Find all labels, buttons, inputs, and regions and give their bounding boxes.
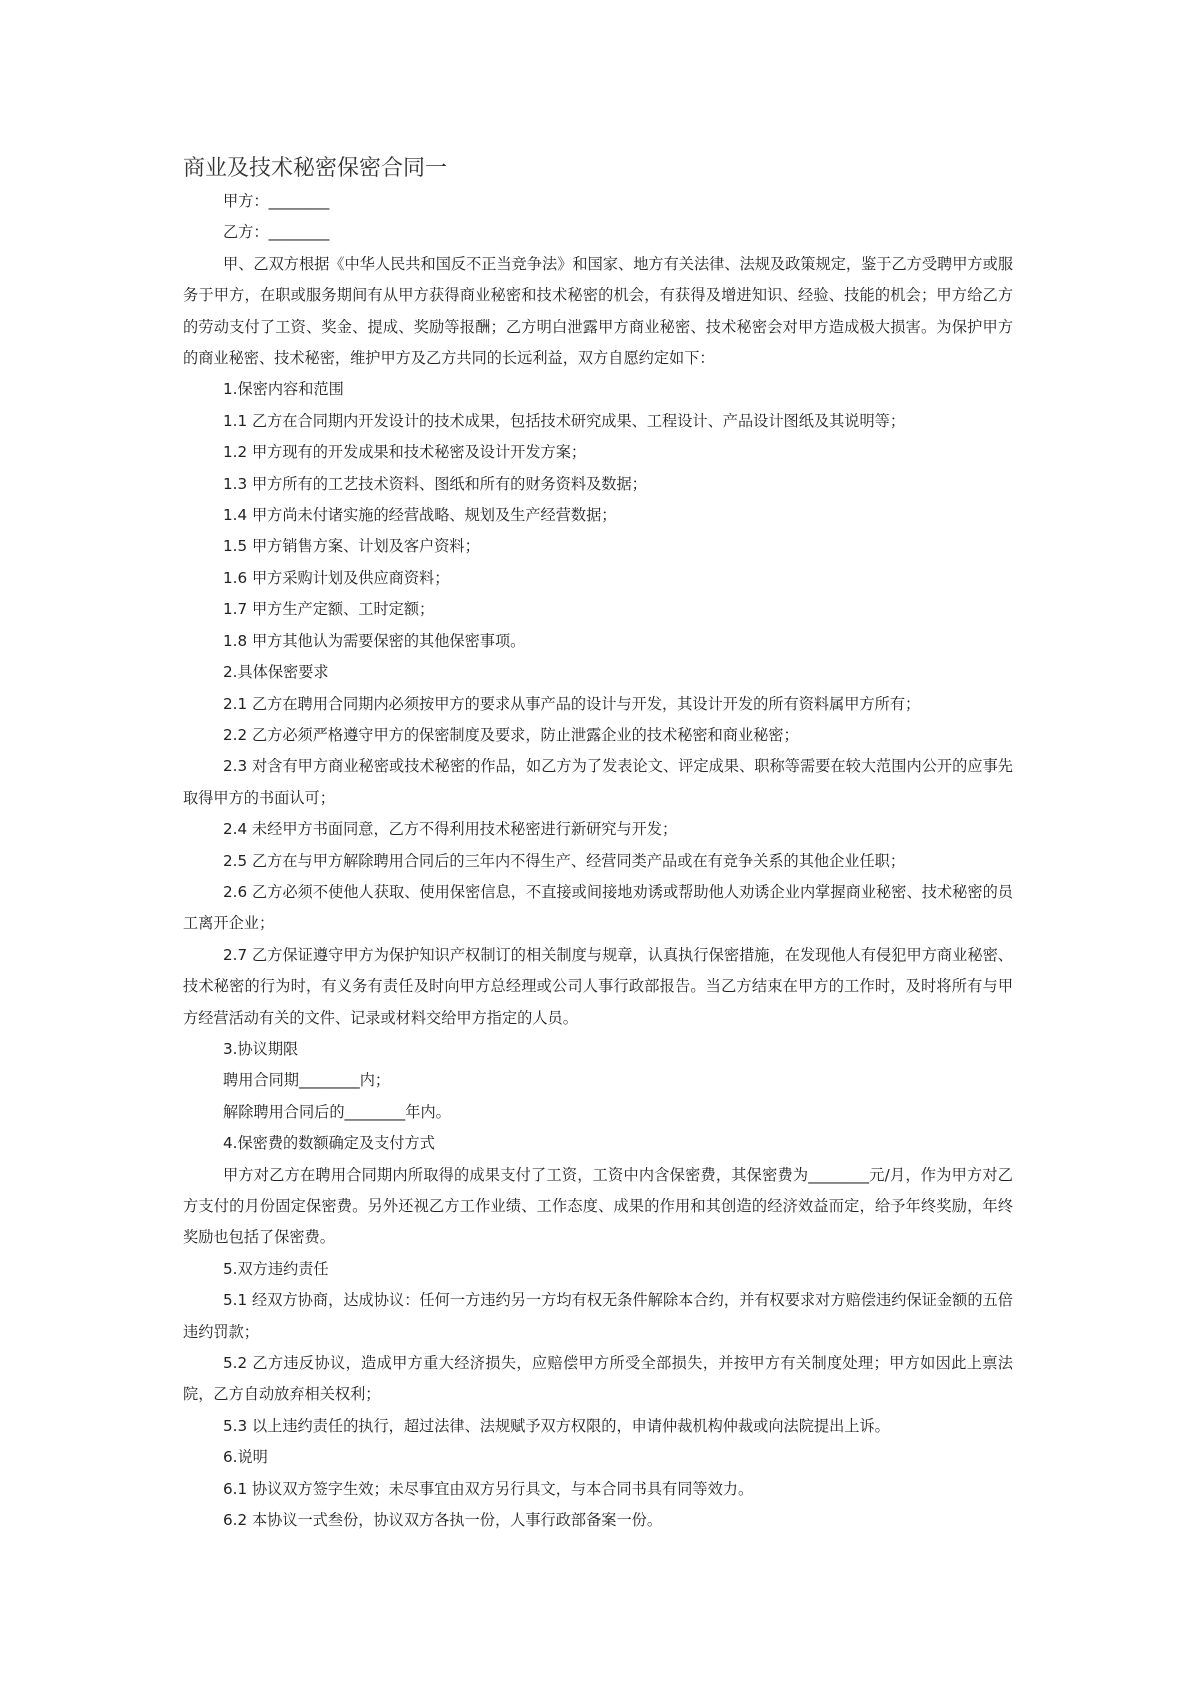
paragraph: 5.1 经双方协商，达成协议：任何一方违约另一方均有权无条件解除本合约，并有权要求对方赔偿违约保证金额的五倍违约罚款； bbox=[183, 1291, 1013, 1341]
paragraph: 乙方：________ bbox=[223, 223, 330, 242]
paragraph: 1.8 甲方其他认为需要保密的其他保密事项。 bbox=[223, 631, 526, 650]
paragraph: 解除聘用合同后的________年内。 bbox=[223, 1102, 451, 1121]
paragraph: 1.7 甲方生产定额、工时定额； bbox=[223, 600, 435, 619]
paragraph: 甲、乙双方根据《中华人民共和国反不正当竞争法》和国家、地方有关法律、法规及政策规定，鉴于乙方受聘甲方或服务于甲方，在职或服务期间有从甲方获得商业秘密和技术秘密的机会，有获得及增进知识、经验、技能的机会；甲方给乙方的劳动支付了工资、奖金、提成、奖励等报酬；乙方明白泄露甲方商业秘密、技术秘密会对甲方造成极大损害。为保护甲方的商业秘密、技术秘密，维护甲方及乙方共同的长远利益，双方自愿约定如下： bbox=[183, 254, 1013, 368]
document-title: 商业及技术秘密保密合同一 bbox=[183, 156, 448, 181]
paragraph: 甲方对乙方在聘用合同期内所取得的成果支付了工资，工资中内含保密费，其保密费为________元/月，作为甲方对乙方支付的月份固定保密费。另外还视乙方工作业绩、工作态度、成果的作用和其创造的经济效益而定，给予年终奖励，年终奖励也包括了保密费。 bbox=[183, 1165, 1013, 1247]
paragraph: 1.5 甲方销售方案、计划及客户资料； bbox=[223, 537, 480, 556]
paragraph: 4.保密费的数额确定及支付方式 bbox=[223, 1134, 435, 1153]
paragraph: 1.6 甲方采购计划及供应商资料； bbox=[223, 568, 450, 587]
document-body bbox=[183, 154, 1013, 1536]
paragraph: 2.具体保密要求 bbox=[223, 663, 329, 682]
paragraph: 1.保密内容和范围 bbox=[223, 380, 344, 399]
paragraph: 5.2 乙方违反协议，造成甲方重大经济损失，应赔偿甲方所受全部损失，并按甲方有关制度处理；甲方如因此上禀法院，乙方自动放弃相关权利； bbox=[183, 1354, 1013, 1404]
paragraph: 1.3 甲方所有的工艺技术资料、图纸和所有的财务资料及数据； bbox=[223, 474, 647, 493]
paragraph: 2.2 乙方必须严格遵守甲方的保密制度及要求，防止泄露企业的技术秘密和商业秘密； bbox=[223, 725, 799, 744]
paragraph: 2.5 乙方在与甲方解除聘用合同后的三年内不得生产、经营同类产品或在有竞争关系的其他企业任职； bbox=[223, 851, 906, 870]
paragraph: 2.4 未经甲方书面同意，乙方不得利用技术秘密进行新研究与开发； bbox=[223, 820, 678, 839]
paragraph-list bbox=[183, 186, 1013, 1536]
paragraph: 5.3 以上违约责任的执行，超过法律、法规赋予双方权限的，申请仲裁机构仲裁或向法院提出上诉。 bbox=[223, 1416, 890, 1435]
paragraph: 2.1 乙方在聘用合同期内必须按甲方的要求从事产品的设计与开发，其设计开发的所有资料属甲方所有； bbox=[223, 694, 921, 713]
paragraph: 1.1 乙方在合同期内开发设计的技术成果，包括技术研究成果、工程设计、产品设计图纸及其说明等； bbox=[223, 411, 906, 430]
paragraph: 3.协议期限 bbox=[223, 1039, 299, 1058]
paragraph: 1.2 甲方现有的开发成果和技术秘密及设计开发方案； bbox=[223, 443, 587, 462]
paragraph: 6.1 协议双方签字生效；未尽事宜由双方另行具文，与本合同书具有同等效力。 bbox=[223, 1479, 754, 1498]
paragraph: 聘用合同期________内； bbox=[223, 1071, 391, 1090]
paragraph: 1.4 甲方尚未付诸实施的经营战略、规划及生产经营数据； bbox=[223, 506, 617, 525]
paragraph: 2.6 乙方必须不使他人获取、使用保密信息，不直接或间接地劝诱或帮助他人劝诱企业内掌握商业秘密、技术秘密的员工离开企业； bbox=[183, 882, 1013, 933]
paragraph: 甲方：________ bbox=[223, 192, 330, 210]
paragraph: 2.3 对含有甲方商业秘密或技术秘密的作品，如乙方为了发表论文、评定成果、职称等需要在较大范围内公开的应事先取得甲方的书面认可； bbox=[183, 757, 1013, 807]
paragraph: 2.7 乙方保证遵守甲方为保护知识产权制订的相关制度与规章，认真执行保密措施，在发现他人有侵犯甲方商业秘密、技术秘密的行为时，有义务有责任及时向甲方总经理或公司人事行政部报告。当乙方结束在甲方的工作时，及时将所有与甲方经营活动有关的文件、记录或材料交给甲方指定的人员。 bbox=[183, 945, 1013, 1027]
paragraph: 5.双方违约责任 bbox=[223, 1259, 329, 1278]
paragraph: 6.说明 bbox=[223, 1448, 268, 1467]
paragraph: 6.2 本协议一式叁份，协议双方各执一份，人事行政部备案一份。 bbox=[223, 1511, 663, 1530]
